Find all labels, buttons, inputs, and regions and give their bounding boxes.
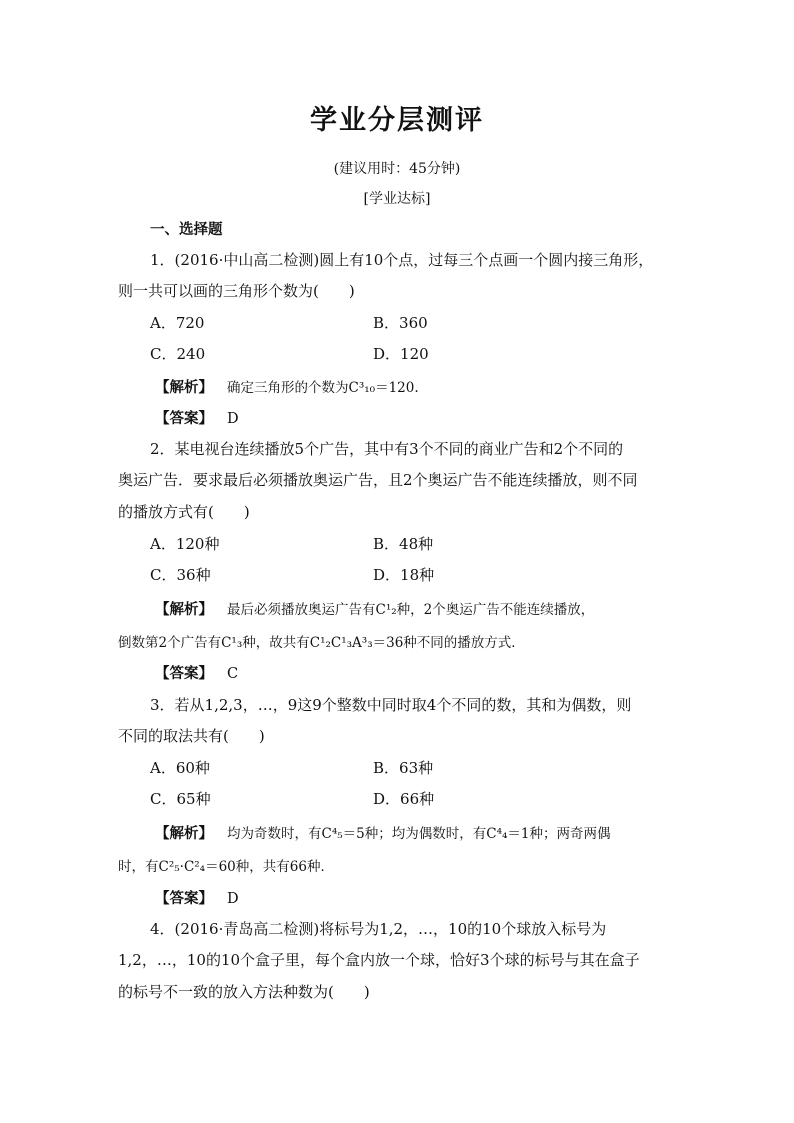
q3-answer (155, 887, 239, 908)
q3-analysis (155, 822, 610, 843)
q4-stem-line2: 1,2，…，10的10个盒子里，每个盒内放一个球，恰好3个球的标号与其在盒子 (118, 951, 640, 969)
q3-analysis-text2: 时，有C²₅·C²₄＝60种，共有66种． (118, 859, 334, 875)
q2-analysis (155, 598, 594, 619)
q3-analysis-text1: 均为奇数时，有C⁴₅＝5种；均为偶数时，有C⁴₄＝1种；两奇两偶 (227, 826, 611, 842)
q2-option-b: B．48种 (373, 535, 434, 553)
q2-stem-line2: 奥运广告．要求最后必须播放奥运广告，且2个奥运广告不能连续播放，则不同 (118, 471, 638, 489)
q3-stem-line2: 不同的取法共有( ) (118, 727, 265, 745)
q3-option-d: D．66种 (373, 790, 435, 808)
q1-analysis-text: 确定三角形的个数为C³₁₀＝120. (227, 380, 419, 396)
q1-analysis (155, 376, 419, 397)
analysis-label: 【解析】 (155, 379, 213, 396)
q1-option-c: C．240 (150, 345, 206, 363)
q1-stem-line1: 1．(2016·中山高二检测)圆上有10个点，过每三个点画一个圆内接三角形， (150, 251, 654, 269)
q4-stem-line3: 的标号不一致的放入方法种数为( ) (118, 983, 370, 1001)
answer-label: 【答案】 (155, 410, 213, 427)
page-title: 学业分层测评 (310, 105, 484, 136)
q2-answer (155, 662, 238, 683)
q3-option-a: A．60种 (150, 759, 210, 777)
analysis-label: 【解析】 (155, 601, 213, 618)
q2-stem-line3: 的播放方式有( ) (118, 503, 250, 521)
section-heading: 一、选择题 (150, 221, 223, 238)
time-note: (建议用时：45分钟) (333, 161, 461, 177)
analysis-label: 【解析】 (155, 825, 213, 842)
q2-option-d: D．18种 (373, 566, 435, 584)
q3-option-c: C．65种 (150, 790, 211, 808)
q4-stem-line1: 4．(2016·青岛高二检测)将标号为1,2，…，10的10个球放入标号为 (150, 920, 607, 938)
q2-analysis-text1: 最后必须播放奥运广告有C¹₂种，2个奥运广告不能连续播放， (227, 602, 595, 618)
q2-stem-line1: 2．某电视台连续播放5个广告，其中有3个不同的商业广告和2个不同的 (150, 440, 624, 458)
q3-stem-line1: 3．若从1,2,3，…，9这9个整数中同时取4个不同的数，其和为偶数，则 (150, 696, 632, 714)
q3-answer-value: D (227, 891, 239, 907)
q1-option-b: B．360 (373, 314, 428, 332)
q1-stem-line2: 则一共可以画的三角形个数为( ) (118, 282, 355, 300)
q3-option-b: B．63种 (373, 759, 434, 777)
answer-label: 【答案】 (155, 890, 213, 907)
q1-answer-value: D (227, 411, 239, 427)
q1-option-d: D．120 (373, 345, 429, 363)
q1-option-a: A．720 (150, 314, 205, 332)
q2-answer-value: C (227, 666, 239, 682)
q1-answer (155, 407, 239, 428)
q2-option-a: A．120种 (150, 535, 220, 553)
q2-analysis-text2: 倒数第2个广告有C¹₃种，故共有C¹₂C¹₃A³₃＝36种不同的播放方式． (118, 635, 525, 651)
q2-option-c: C．36种 (150, 566, 211, 584)
section-tag: [学业达标] (363, 191, 431, 207)
answer-label: 【答案】 (155, 665, 213, 682)
